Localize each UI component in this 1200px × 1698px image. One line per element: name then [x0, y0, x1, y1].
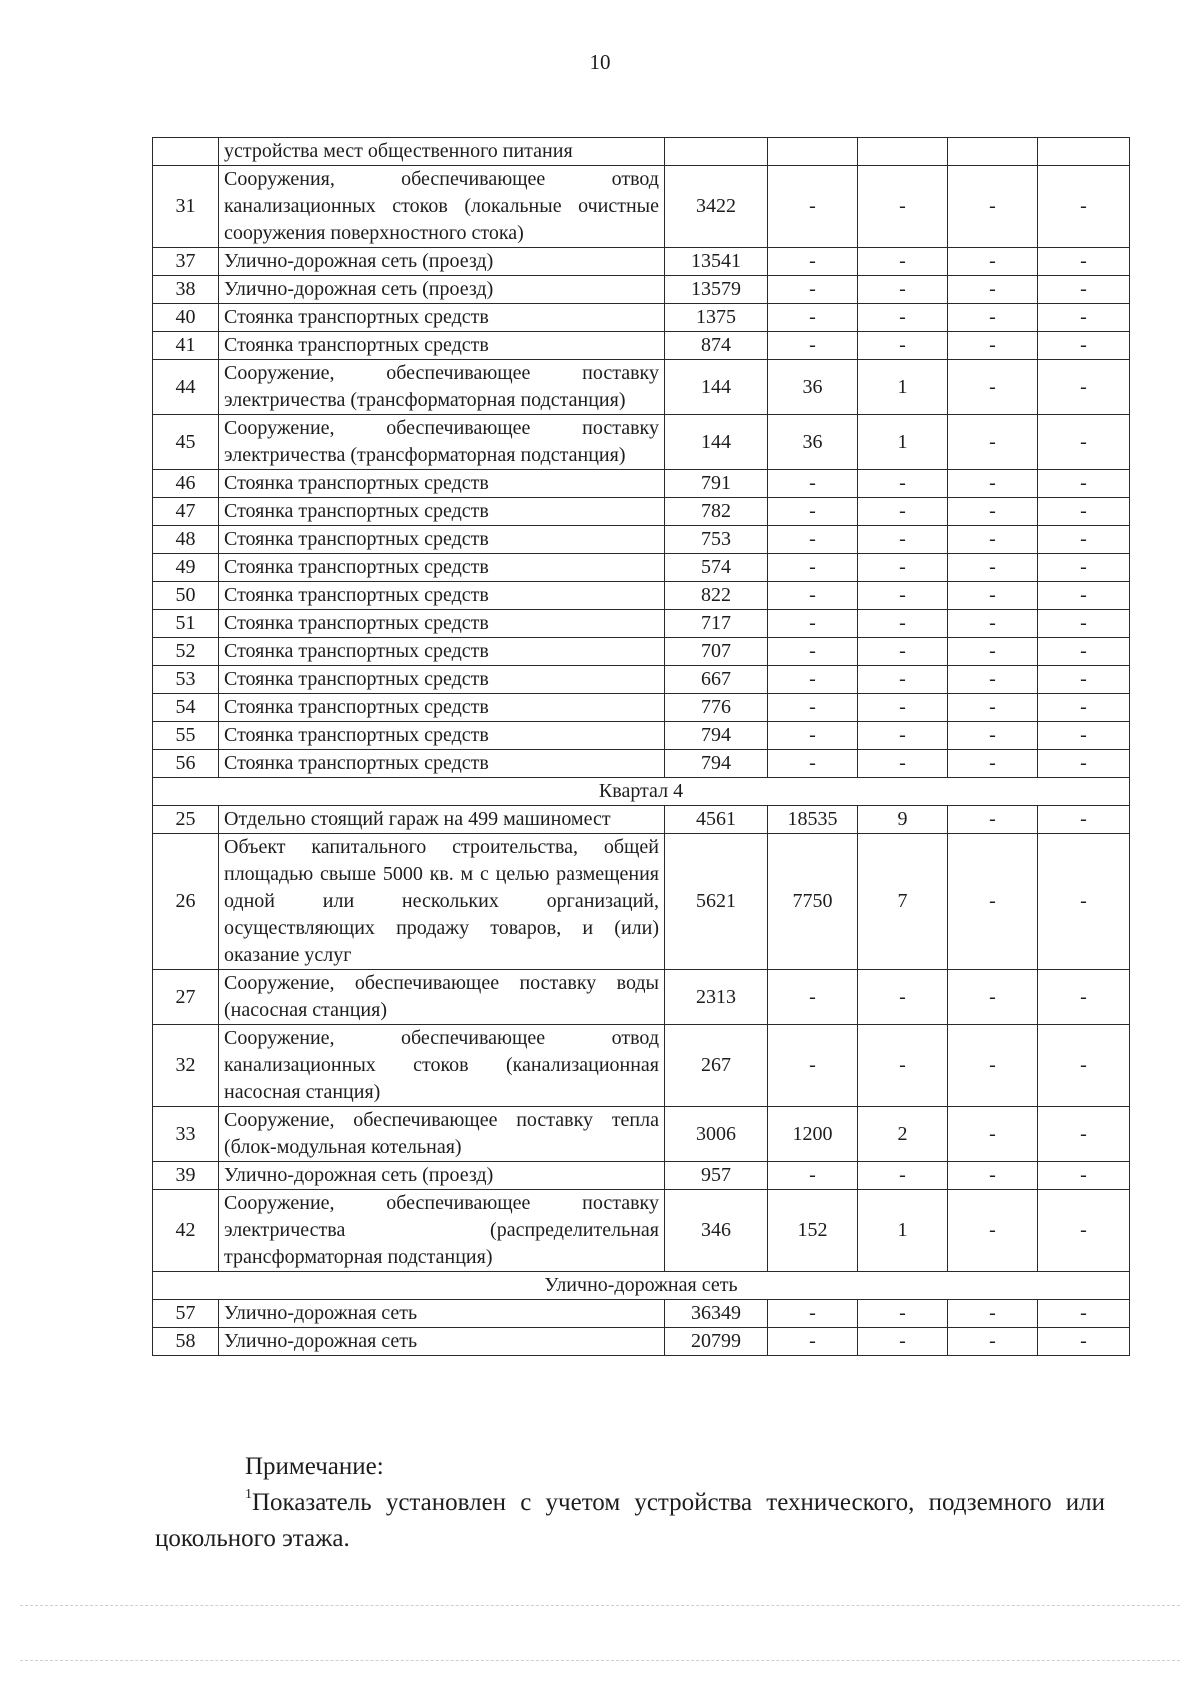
value-col-1: 2313 [665, 970, 768, 1025]
row-number: 48 [153, 526, 219, 554]
value-col-5: - [1038, 166, 1130, 248]
table-row [153, 248, 1130, 276]
value-col-2: - [768, 276, 858, 304]
section-row [153, 1272, 1130, 1300]
table-row [153, 970, 1130, 1025]
value-col-2: - [768, 638, 858, 666]
value-col-4: - [948, 1328, 1038, 1356]
scan-artifact-line [20, 1660, 1180, 1661]
value-col-2: - [768, 1300, 858, 1328]
table-row [153, 360, 1130, 415]
row-number: 45 [153, 415, 219, 470]
row-number: 33 [153, 1107, 219, 1162]
object-description: Сооружение, обеспечивающее отвод канализационных стоков (канализационная насосная станция) [219, 1025, 665, 1107]
value-col-2: - [768, 582, 858, 610]
row-number: 41 [153, 332, 219, 360]
value-col-4: - [948, 610, 1038, 638]
value-col-2: - [768, 666, 858, 694]
value-col-3: 1 [858, 360, 948, 415]
table-row [153, 638, 1130, 666]
object-description: Стоянка транспортных средств [219, 722, 665, 750]
value-col-3: - [858, 276, 948, 304]
value-col-3: - [858, 1328, 948, 1356]
value-col-1: 874 [665, 332, 768, 360]
value-col-2: - [768, 166, 858, 248]
object-description: Сооружение, обеспечивающее поставку электричества (трансформаторная подстанция) [219, 415, 665, 470]
row-number: 52 [153, 638, 219, 666]
value-col-4: - [948, 554, 1038, 582]
value-col-4: - [948, 666, 1038, 694]
value-col-2: - [768, 554, 858, 582]
table-row [153, 750, 1130, 778]
table-row [153, 806, 1130, 834]
value-col-5: - [1038, 554, 1130, 582]
value-col-1: 794 [665, 722, 768, 750]
section-title: Квартал 4 [153, 778, 1130, 806]
table-row [153, 1328, 1130, 1356]
value-col-4: - [948, 1300, 1038, 1328]
value-col-4: - [948, 276, 1038, 304]
value-col-3: - [858, 498, 948, 526]
value-col-4: - [948, 304, 1038, 332]
object-description: Объект капитального строительства, общей площадью свыше 5000 кв. м с целью размещения одной или нескольких организаций, осуществляющих продажу товаров, и (или) оказание услуг [219, 834, 665, 970]
value-col-4: - [948, 526, 1038, 554]
footnote [155, 1485, 1105, 1557]
value-col-5: - [1038, 526, 1130, 554]
value-col-2: 18535 [768, 806, 858, 834]
value-col-2: 1200 [768, 1107, 858, 1162]
value-col-5: - [1038, 415, 1130, 470]
value-col-1: 3006 [665, 1107, 768, 1162]
footnote-mark: 1 [245, 1487, 252, 1502]
value-col-1: 3422 [665, 166, 768, 248]
value-col-1: 4561 [665, 806, 768, 834]
value-col-4: - [948, 470, 1038, 498]
value-col-5: - [1038, 498, 1130, 526]
value-col-2 [768, 138, 858, 166]
value-col-5: - [1038, 582, 1130, 610]
object-description: Стоянка транспортных средств [219, 526, 665, 554]
value-col-2: - [768, 970, 858, 1025]
table-row [153, 1107, 1130, 1162]
value-col-1: 794 [665, 750, 768, 778]
table-row [153, 1025, 1130, 1107]
object-description: Улично-дорожная сеть (проезд) [219, 248, 665, 276]
object-description: устройства мест общественного питания [219, 138, 665, 166]
value-col-4: - [948, 248, 1038, 276]
value-col-5: - [1038, 276, 1130, 304]
value-col-2: - [768, 498, 858, 526]
value-col-5: - [1038, 1162, 1130, 1190]
value-col-4: - [948, 806, 1038, 834]
note-title: Примечание: [245, 1453, 384, 1480]
value-col-1: 346 [665, 1190, 768, 1272]
value-col-4: - [948, 1025, 1038, 1107]
value-col-5: - [1038, 722, 1130, 750]
value-col-4: - [948, 722, 1038, 750]
value-col-5: - [1038, 638, 1130, 666]
row-number: 25 [153, 806, 219, 834]
object-description: Сооружение, обеспечивающее поставку тепла (блок-модульная котельная) [219, 1107, 665, 1162]
value-col-2: - [768, 526, 858, 554]
object-description: Стоянка транспортных средств [219, 332, 665, 360]
value-col-5: - [1038, 750, 1130, 778]
value-col-2: - [768, 304, 858, 332]
value-col-2: 152 [768, 1190, 858, 1272]
row-number: 39 [153, 1162, 219, 1190]
table-row [153, 166, 1130, 248]
value-col-2: - [768, 694, 858, 722]
table-row [153, 1300, 1130, 1328]
table-row [153, 415, 1130, 470]
table-row [153, 554, 1130, 582]
value-col-3: - [858, 1025, 948, 1107]
value-col-1: 144 [665, 360, 768, 415]
row-number [153, 138, 219, 166]
table-row [153, 304, 1130, 332]
value-col-4: - [948, 1162, 1038, 1190]
value-col-3: - [858, 248, 948, 276]
value-col-1: 13541 [665, 248, 768, 276]
row-number: 49 [153, 554, 219, 582]
value-col-4: - [948, 1107, 1038, 1162]
row-number: 46 [153, 470, 219, 498]
object-description: Сооружение, обеспечивающее поставку электричества (распределительная трансформаторная подстанция) [219, 1190, 665, 1272]
section-title: Улично-дорожная сеть [153, 1272, 1130, 1300]
value-col-1: 13579 [665, 276, 768, 304]
row-number: 56 [153, 750, 219, 778]
value-col-4: - [948, 1190, 1038, 1272]
object-description: Стоянка транспортных средств [219, 498, 665, 526]
table-row [153, 610, 1130, 638]
object-description: Улично-дорожная сеть [219, 1328, 665, 1356]
value-col-1: 5621 [665, 834, 768, 970]
table-row [153, 470, 1130, 498]
value-col-2: 36 [768, 415, 858, 470]
value-col-4: - [948, 638, 1038, 666]
value-col-3: 2 [858, 1107, 948, 1162]
row-number: 53 [153, 666, 219, 694]
value-col-3: - [858, 970, 948, 1025]
object-description: Улично-дорожная сеть (проезд) [219, 276, 665, 304]
value-col-5: - [1038, 1328, 1130, 1356]
value-col-5: - [1038, 248, 1130, 276]
value-col-2: - [768, 1025, 858, 1107]
object-description: Стоянка транспортных средств [219, 694, 665, 722]
value-col-3: - [858, 722, 948, 750]
row-number: 57 [153, 1300, 219, 1328]
value-col-1: 144 [665, 415, 768, 470]
value-col-3: 1 [858, 415, 948, 470]
value-col-1: 1375 [665, 304, 768, 332]
value-col-5: - [1038, 1107, 1130, 1162]
value-col-3: - [858, 750, 948, 778]
value-col-1: 667 [665, 666, 768, 694]
row-number: 47 [153, 498, 219, 526]
value-col-3: - [858, 638, 948, 666]
value-col-4: - [948, 582, 1038, 610]
table-row [153, 138, 1130, 166]
row-number: 40 [153, 304, 219, 332]
value-col-5: - [1038, 970, 1130, 1025]
row-number: 50 [153, 582, 219, 610]
object-description: Стоянка транспортных средств [219, 304, 665, 332]
value-col-4: - [948, 750, 1038, 778]
row-number: 27 [153, 970, 219, 1025]
value-col-3: - [858, 1162, 948, 1190]
table-row [153, 834, 1130, 970]
table-row [153, 526, 1130, 554]
value-col-2: - [768, 1162, 858, 1190]
value-col-3: - [858, 554, 948, 582]
value-col-5: - [1038, 1025, 1130, 1107]
value-col-3: 9 [858, 806, 948, 834]
value-col-1: 791 [665, 470, 768, 498]
object-description: Стоянка транспортных средств [219, 638, 665, 666]
table-row [153, 694, 1130, 722]
table-row [153, 582, 1130, 610]
value-col-5: - [1038, 360, 1130, 415]
table-row [153, 666, 1130, 694]
row-number: 37 [153, 248, 219, 276]
value-col-4: - [948, 970, 1038, 1025]
value-col-1: 574 [665, 554, 768, 582]
object-description: Стоянка транспортных средств [219, 750, 665, 778]
value-col-3: 1 [858, 1190, 948, 1272]
value-col-3: - [858, 666, 948, 694]
value-col-4: - [948, 360, 1038, 415]
value-col-2: - [768, 248, 858, 276]
value-col-3: 7 [858, 834, 948, 970]
footnote-text: Показатель установлен с учетом устройства технического, подземного или цокольного этажа. [155, 1489, 1105, 1552]
page-number: 10 [589, 50, 611, 74]
table-row [153, 498, 1130, 526]
value-col-5: - [1038, 1190, 1130, 1272]
value-col-1: 776 [665, 694, 768, 722]
value-col-1: 707 [665, 638, 768, 666]
scan-artifact-line [20, 1605, 1180, 1606]
value-col-5: - [1038, 470, 1130, 498]
object-description: Стоянка транспортных средств [219, 470, 665, 498]
row-number: 51 [153, 610, 219, 638]
value-col-2: 36 [768, 360, 858, 415]
value-col-4: - [948, 166, 1038, 248]
row-number: 32 [153, 1025, 219, 1107]
row-number: 42 [153, 1190, 219, 1272]
value-col-2: - [768, 722, 858, 750]
object-description: Отдельно стоящий гараж на 499 машиномест [219, 806, 665, 834]
table-row [153, 276, 1130, 304]
row-number: 44 [153, 360, 219, 415]
row-number: 26 [153, 834, 219, 970]
value-col-2: - [768, 1328, 858, 1356]
value-col-2: 7750 [768, 834, 858, 970]
value-col-1 [665, 138, 768, 166]
value-col-5: - [1038, 834, 1130, 970]
objects-table [152, 137, 1130, 1356]
value-col-1: 717 [665, 610, 768, 638]
row-number: 54 [153, 694, 219, 722]
object-description: Улично-дорожная сеть (проезд) [219, 1162, 665, 1190]
value-col-1: 267 [665, 1025, 768, 1107]
value-col-4: - [948, 415, 1038, 470]
value-col-5: - [1038, 694, 1130, 722]
value-col-1: 957 [665, 1162, 768, 1190]
value-col-5: - [1038, 666, 1130, 694]
value-col-3: - [858, 304, 948, 332]
table-row [153, 332, 1130, 360]
value-col-3: - [858, 470, 948, 498]
value-col-3: - [858, 582, 948, 610]
table-row [153, 1162, 1130, 1190]
value-col-3 [858, 138, 948, 166]
value-col-1: 753 [665, 526, 768, 554]
value-col-1: 20799 [665, 1328, 768, 1356]
table-row [153, 1190, 1130, 1272]
table-row [153, 722, 1130, 750]
value-col-4 [948, 138, 1038, 166]
value-col-4: - [948, 332, 1038, 360]
value-col-5 [1038, 138, 1130, 166]
value-col-3: - [858, 332, 948, 360]
value-col-4: - [948, 834, 1038, 970]
value-col-2: - [768, 750, 858, 778]
value-col-1: 822 [665, 582, 768, 610]
object-description: Стоянка транспортных средств [219, 582, 665, 610]
value-col-4: - [948, 694, 1038, 722]
value-col-3: - [858, 694, 948, 722]
row-number: 58 [153, 1328, 219, 1356]
value-col-3: - [858, 1300, 948, 1328]
object-description: Стоянка транспортных средств [219, 610, 665, 638]
row-number: 55 [153, 722, 219, 750]
value-col-5: - [1038, 304, 1130, 332]
row-number: 31 [153, 166, 219, 248]
value-col-1: 782 [665, 498, 768, 526]
object-description: Сооружение, обеспечивающее поставку электричества (трансформаторная подстанция) [219, 360, 665, 415]
value-col-5: - [1038, 1300, 1130, 1328]
object-description: Стоянка транспортных средств [219, 554, 665, 582]
value-col-1: 36349 [665, 1300, 768, 1328]
value-col-3: - [858, 610, 948, 638]
row-number: 38 [153, 276, 219, 304]
value-col-5: - [1038, 806, 1130, 834]
object-description: Сооружение, обеспечивающее поставку воды (насосная станция) [219, 970, 665, 1025]
value-col-2: - [768, 610, 858, 638]
object-description: Сооружения, обеспечивающее отвод канализационных стоков (локальные очистные сооружения поверхностного стока) [219, 166, 665, 248]
value-col-3: - [858, 166, 948, 248]
object-description: Стоянка транспортных средств [219, 666, 665, 694]
value-col-2: - [768, 470, 858, 498]
value-col-3: - [858, 526, 948, 554]
value-col-4: - [948, 498, 1038, 526]
value-col-5: - [1038, 332, 1130, 360]
value-col-2: - [768, 332, 858, 360]
value-col-5: - [1038, 610, 1130, 638]
section-row [153, 778, 1130, 806]
object-description: Улично-дорожная сеть [219, 1300, 665, 1328]
